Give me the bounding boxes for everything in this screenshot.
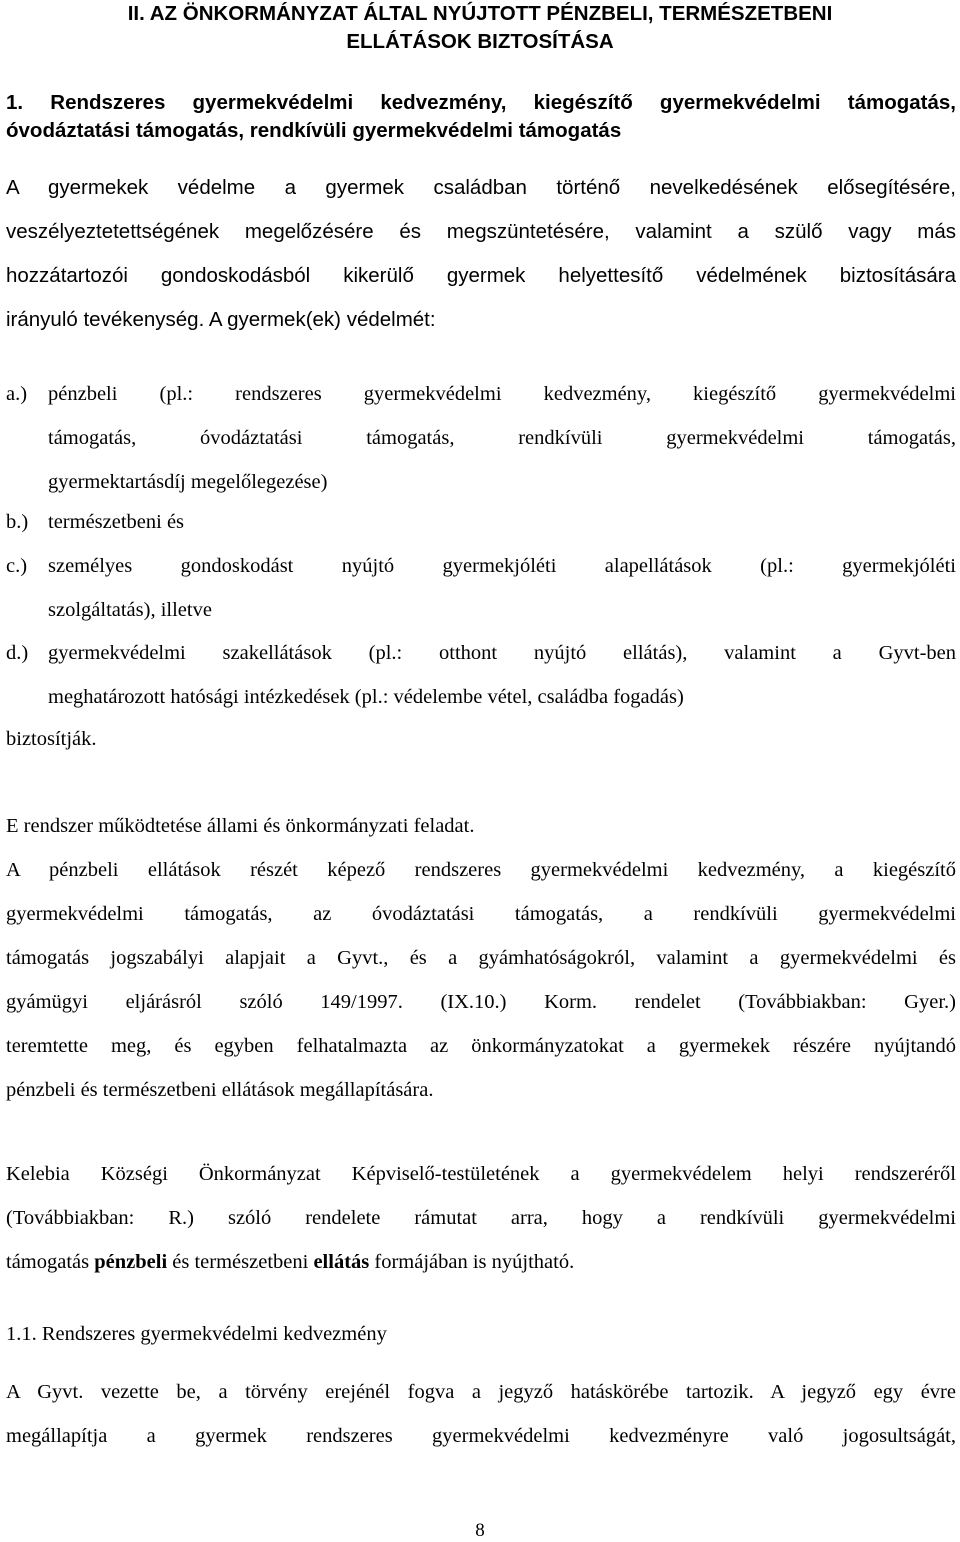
kelebia-text: és természetbeni [167,1251,314,1273]
list-item-line: pénzbeli (pl.: rendszeres gyermekvédelmi kedvezmény, kiegészítő gyermekvédelmi [48,383,956,405]
list-item-line: természetbeni és [48,511,185,533]
page-number: 8 [475,1520,485,1541]
list-item-line: meghatározott hatósági intézkedések (pl.: védelembe vétel, családba fogadás) [48,686,684,708]
state-paragraph-text: E rendszer működtetése állami és önkormányzati feladat. [6,815,475,837]
list-item-line: személyes gondoskodást nyújtó gyermekjóléti alapellátások (pl.: gyermekjóléti [48,555,956,577]
chapter-heading [30,0,930,56]
subsection-heading [6,1312,956,1356]
kelebia-bold-penzbeli: pénzbeli [94,1251,168,1273]
intro-paragraph [6,166,956,342]
list-item-label: c.) [6,555,28,577]
intro-line: irányuló tevékenység. A gyermek(ek) védelmét: [6,308,436,331]
kelebia-text: formájában is nyújtható. [369,1251,575,1273]
kelebia-line: Kelebia Községi Önkormányzat Képviselő-testületének a gyermekvédelem helyi rendszeréről [6,1163,956,1185]
legal-basis-line: teremtette meg, és egyben felhatalmazta az önkormányzatokat a gyermekek részére nyújtandó [6,1035,956,1057]
list-item-label: a.) [6,383,28,405]
subsection-heading-text: 1.1. Rendszeres gyermekvédelmi kedvezmény [6,1323,387,1345]
gyvt-line: A Gyvt. vezette be, a törvény erejénél fogva a jegyző hatáskörébe tartozik. A jegyző egy évre [6,1381,956,1403]
kelebia-bold-ellatas: ellátás [313,1251,370,1273]
kelebia-paragraph [6,1152,956,1284]
legal-basis-line: pénzbeli és természetbeni ellátások megállapítására. [6,1079,434,1101]
intro-line: hozzátartozói gondoskodásból kikerülő gyermek helyettesítő védelmének biztosítására [6,264,956,287]
intro-line: A gyermekek védelme a gyermek családban történő nevelkedésének elősegítésére, [6,176,956,199]
kelebia-line: (Továbbiakban: R.) szóló rendelete rámutat arra, hogy a rendkívüli gyermekvédelmi [6,1207,956,1229]
list-item-line: szolgáltatás), illetve [48,599,212,621]
section-1-title-line-1: 1. Rendszeres gyermekvédelmi kedvezmény, kiegészítő gyermekvédelmi támogatás, [6,91,956,114]
legal-basis-line: támogatás jogszabályi alapjait a Gyvt., és a gyámhatóságokról, valamint a gyermekvédelmi és [6,947,956,969]
section-1-title-line-2: óvodáztatási támogatás, rendkívüli gyermekvédelmi támogatás [6,119,622,142]
legal-basis-line: gyermekvédelmi támogatás, az óvodáztatási támogatás, a rendkívüli gyermekvédelmi [6,903,956,925]
list-closing [6,717,956,761]
chapter-heading-line-1: II. AZ ÖNKORMÁNYZAT ÁLTAL NYÚJTOTT PÉNZBELI, TERMÉSZETBENI [127,2,833,25]
gyvt-line: megállapítja a gyermek rendszeres gyermekvédelmi kedvezményre való jogosultságát, [6,1425,956,1447]
kelebia-text: támogatás [6,1251,95,1273]
kelebia-line [6,1240,956,1284]
legal-basis-line: A pénzbeli ellátások részét képező rendszeres gyermekvédelmi kedvezmény, a kiegészítő [6,859,956,881]
chapter-heading-line-2: ELLÁTÁSOK BIZTOSÍTÁSA [346,30,614,53]
list-item-line: támogatás, óvodáztatási támogatás, rendkívüli gyermekvédelmi támogatás, [48,427,956,449]
list-item-label: b.) [6,511,29,533]
legal-basis-line: gyámügyi eljárásról szóló 149/1997. (IX.10.) Korm. rendelet (Továbbiakban: Gyer.) [6,991,956,1013]
legal-basis-paragraph [6,848,956,1112]
list-item-line: gyermekvédelmi szakellátások (pl.: otthont nyújtó ellátás), valamint a Gyvt-ben [48,642,956,664]
list-item-label: d.) [6,642,29,664]
intro-line: veszélyeztetettségének megelőzésére és megszüntetésére, valamint a szülő vagy más [6,220,956,243]
list-item-line: gyermektartásdíj megelőlegezése) [48,471,328,493]
section-1-title [6,89,956,145]
gyvt-paragraph [6,1370,956,1458]
list-closing-text: biztosítják. [6,728,97,750]
state-paragraph [6,804,956,848]
